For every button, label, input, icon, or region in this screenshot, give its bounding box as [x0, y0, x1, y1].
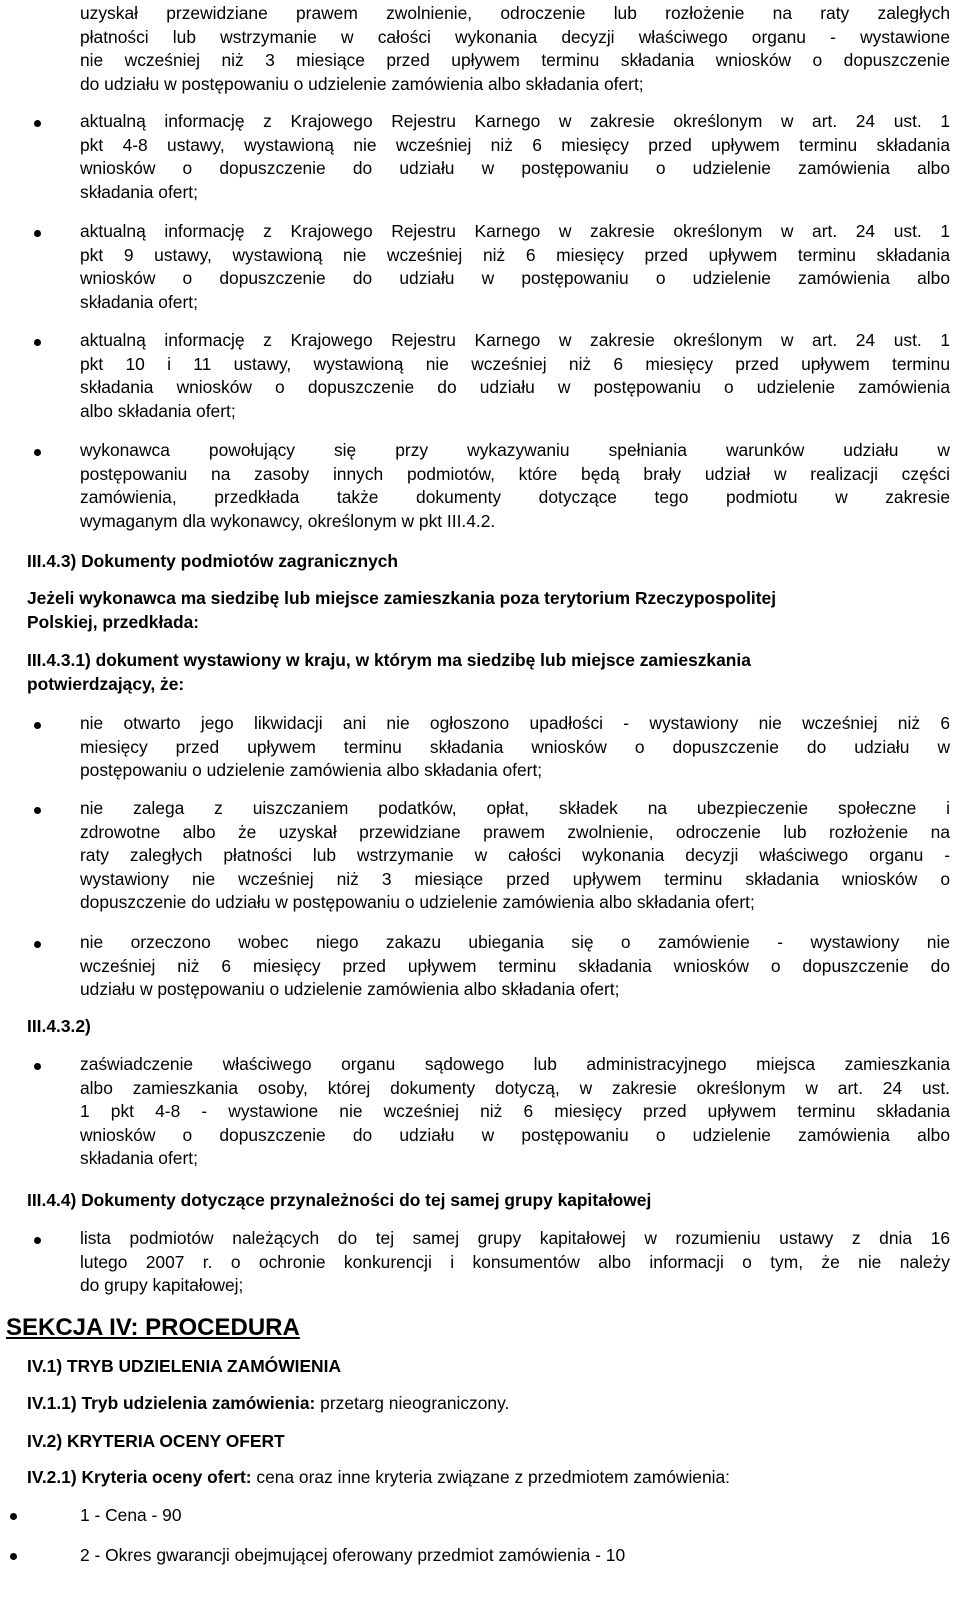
- list-item: [80, 329, 950, 423]
- field-value: cena oraz inne kryteria związane z przedmiotem zamówienia:: [251, 1467, 731, 1487]
- criteria-text: 2 - Okres gwarancji obejmującej oferowany przedmiot zamówienia - 10: [80, 1545, 626, 1565]
- text-line: do udziału w postępowaniu o udzielenie zamówienia albo składania ofert;: [80, 73, 644, 94]
- bullet-icon: [10, 1513, 17, 1520]
- text-line: wcześniej niż 6 miesięcy przed upływem terminu składania wniosków o dopuszczenie do: [80, 955, 950, 976]
- bullet-icon: [34, 449, 41, 456]
- section-title: SEKCJA IV: PROCEDURA: [6, 1314, 300, 1341]
- text-line: III.4.3.1) dokument wystawiony w kraju, w którym ma siedzibę lub miejsce zamieszkania: [27, 650, 751, 670]
- text-line: składania ofert;: [80, 291, 198, 312]
- criteria-intro: [27, 1466, 730, 1490]
- subsection-heading: [27, 649, 957, 696]
- intro-paragraph: [80, 2, 950, 96]
- bullet-icon: [34, 120, 41, 127]
- bullet-icon: [34, 339, 41, 346]
- text-line: składania ofert;: [80, 181, 198, 202]
- text-line: dopuszczenie do udziału w postępowaniu o udzielenie zamówienia albo składania ofert;: [80, 892, 755, 912]
- criteria-item: [80, 1504, 182, 1528]
- field-value: przetarg nieograniczony.: [315, 1393, 510, 1413]
- list-item: [80, 797, 950, 915]
- text-line: pkt 9 ustawy, wystawioną nie wcześniej niż 6 miesięcy przed upływem terminu składania: [80, 244, 950, 265]
- text-line: wniosków o dopuszczenie do udziału w postępowaniu o udzielenie zamówienia albo: [80, 268, 950, 288]
- text-line: raty zaległych płatności lub wstrzymanie w całości wykonania decyzji właściwego organu -: [80, 845, 950, 865]
- text-line: albo zamieszkania osoby, której dokumenty dotyczą, w zakresie określonym w art. 24 ust.: [80, 1077, 950, 1098]
- text-line: wniosków o dopuszczenie do udziału w postępowaniu o udzielenie zamówienia albo: [80, 158, 950, 178]
- text-line: 1 pkt 4-8 - wystawione nie wcześniej niż 6 miesięcy przed upływem terminu składania: [80, 1101, 950, 1121]
- text-line: do grupy kapitałowej;: [80, 1275, 244, 1295]
- text-line: Jeżeli wykonawca ma siedzibę lub miejsce zamieszkania poza terytorium Rzeczypospolitej: [27, 588, 777, 608]
- text-line: wymaganym dla wykonawcy, określonym w pkt III.4.2.: [80, 510, 496, 531]
- text-line: nie otwarto jego likwidacji ani nie ogłoszono upadłości - wystawiony nie wcześniej niż 6: [80, 713, 950, 733]
- text-line: postępowaniu o udzielenie zamówienia albo składania ofert;: [80, 760, 543, 780]
- text-line: zdrowotne albo że uzyskał przewidziane prawem zwolnienie, odroczenie lub rozłożenie na: [80, 821, 950, 842]
- text-line: aktualną informację z Krajowego Rejestru Karnego w zakresie określonym w art. 24 ust. 1: [80, 330, 950, 350]
- bullet-icon: [10, 1553, 17, 1560]
- procedure-mode: [27, 1392, 509, 1416]
- text-line: lutego 2007 r. o ochronie konkurencji i konsumentów albo informacji o tym, że nie należy: [80, 1251, 950, 1272]
- text-line: aktualną informację z Krajowego Rejestru Karnego w zakresie określonym w art. 24 ust. 1: [80, 221, 950, 241]
- section-heading: III.4.3) Dokumenty podmiotów zagranicznych: [27, 551, 399, 571]
- text-line: nie wcześniej niż 3 miesiące przed upływem terminu składania wniosków o dopuszczenie: [80, 50, 950, 70]
- text-line: pkt 10 i 11 ustawy, wystawioną nie wcześniej niż 6 miesięcy przed upływem terminu: [80, 353, 950, 374]
- text-line: udziału w postępowaniu o udzielenie zamówienia albo składania ofert;: [80, 979, 620, 999]
- list-item: [80, 1053, 950, 1171]
- field-label: IV.2.1) Kryteria oceny ofert:: [27, 1467, 252, 1487]
- text-line: nie zalega z uiszczaniem podatków, opłat, składek na ubezpieczenie społeczne i: [80, 798, 950, 818]
- text-line: zamówienia, przedkłada także dokumenty dotyczące tego podmiotu w zakresie: [80, 487, 950, 507]
- text-line: albo składania ofert;: [80, 400, 236, 421]
- criteria-item: [80, 1544, 625, 1568]
- text-line: uzyskał przewidziane prawem zwolnienie, odroczenie lub rozłożenie na raty zaległych: [80, 3, 950, 23]
- section-heading: IV.2) KRYTERIA OCENY OFERT: [27, 1431, 285, 1451]
- bullet-icon: [34, 230, 41, 237]
- text-line: postępowaniu na zasoby innych podmiotów, które będą brały udział w realizacji części: [80, 463, 950, 484]
- list-item: [80, 220, 950, 314]
- list-item: [80, 439, 950, 533]
- bullet-icon: [34, 941, 41, 948]
- bullet-icon: [34, 722, 41, 729]
- list-item: [80, 931, 950, 1002]
- bullet-icon: [34, 1237, 41, 1244]
- list-item: [80, 110, 950, 204]
- field-label: IV.1.1) Tryb udzielenia zamówienia:: [27, 1393, 316, 1413]
- text-line: pkt 4-8 ustawy, wystawioną nie wcześniej niż 6 miesięcy przed upływem terminu składania: [80, 134, 950, 155]
- text-line: nie orzeczono wobec niego zakazu ubiegania się o zamówienie - wystawiony nie: [80, 932, 950, 952]
- text-line: zaświadczenie właściwego organu sądowego lub administracyjnego miejsca zamieszkania: [80, 1054, 950, 1074]
- section-heading: III.4.4) Dokumenty dotyczące przynależności do tej samej grupy kapitałowej: [27, 1190, 652, 1210]
- text-line: składania wniosków o dopuszczenie do udziału w postępowaniu o udzielenie zamówienia: [80, 377, 950, 397]
- text-line: aktualną informację z Krajowego Rejestru Karnego w zakresie określonym w art. 24 ust. 1: [80, 111, 950, 131]
- list-item: [80, 1227, 950, 1298]
- text-line: wykonawca powołujący się przy wykazywaniu spełniania warunków udziału w: [80, 440, 950, 460]
- text-line: płatności lub wstrzymanie w całości wykonania decyzji właściwego organu - wystawione: [80, 26, 950, 47]
- text-line: lista podmiotów należących do tej samej grupy kapitałowej w rozumieniu ustawy z dnia 16: [80, 1228, 950, 1248]
- text-line: składania ofert;: [80, 1148, 198, 1168]
- text-line: Polskiej, przedkłada:: [27, 611, 200, 632]
- section-intro: [27, 587, 957, 634]
- list-item: [80, 712, 950, 783]
- text-line: miesięcy przed upływem terminu składania wniosków o dopuszczenie do udziału w: [80, 736, 950, 757]
- text-line: potwierdzający, że:: [27, 673, 185, 694]
- subsection-label: III.4.3.2): [27, 1016, 91, 1036]
- text-line: wystawiony nie wcześniej niż 3 miesiące przed upływem terminu składania wniosków o: [80, 868, 950, 889]
- bullet-icon: [34, 807, 41, 814]
- criteria-text: 1 - Cena - 90: [80, 1505, 182, 1525]
- section-heading: IV.1) TRYB UDZIELENIA ZAMÓWIENIA: [27, 1356, 342, 1376]
- bullet-icon: [34, 1063, 41, 1070]
- text-line: wniosków o dopuszczenie do udziału w postępowaniu o udzielenie zamówienia albo: [80, 1124, 950, 1145]
